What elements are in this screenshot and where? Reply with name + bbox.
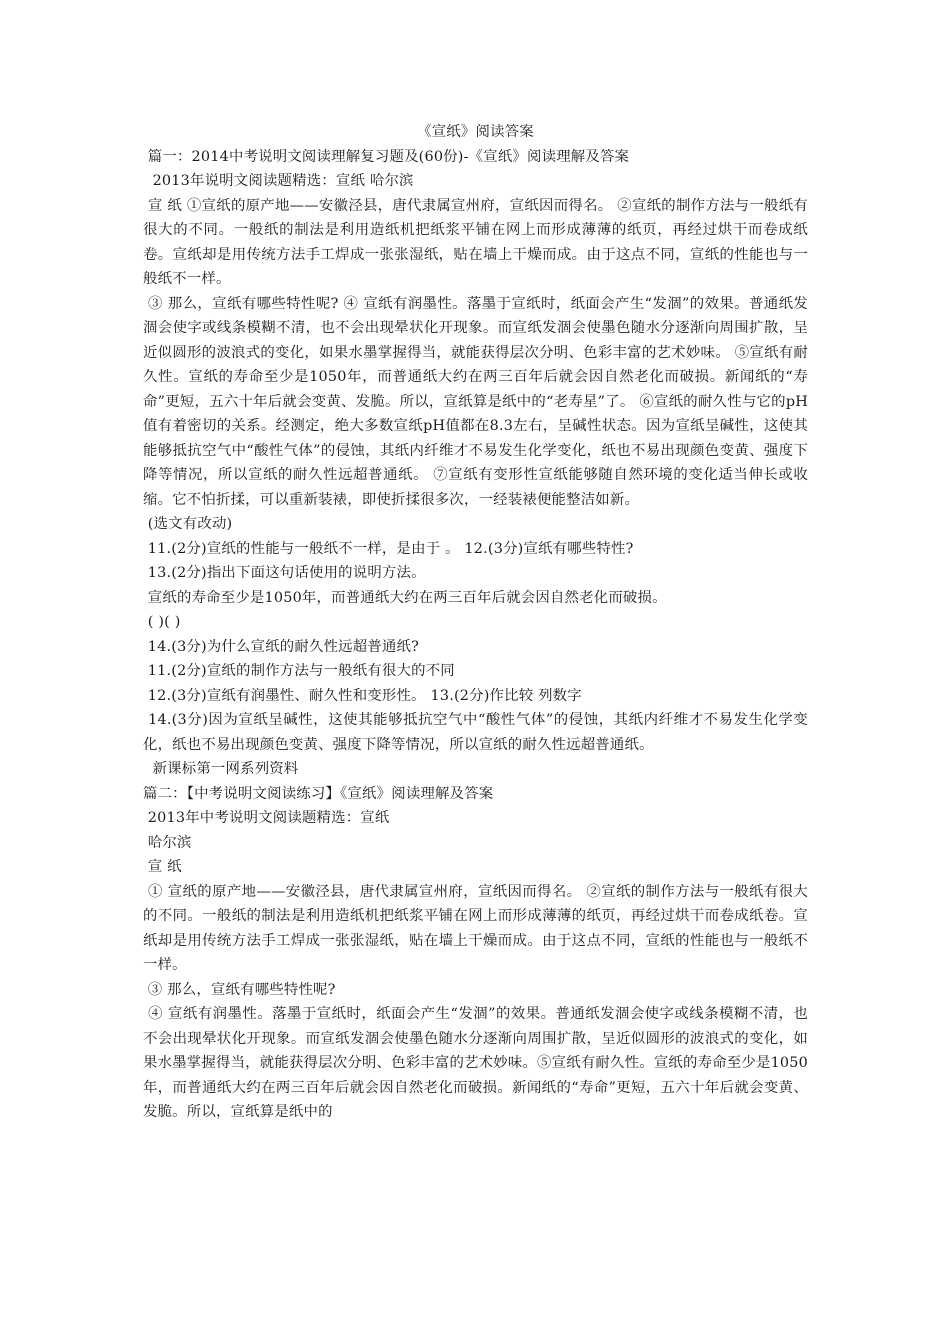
paragraph-17: 哈尔滨 <box>143 834 192 851</box>
paragraph-14: 新课标第一网系列资料 <box>143 761 299 777</box>
document-page <box>143 120 808 1125</box>
paragraph-11: 11.(2分)宣纸的制作方法与一般纸有很大的不同 <box>143 663 455 679</box>
paragraph-5: (选文有改动) <box>143 516 233 532</box>
paragraph-12: 12.(3分)宣纸有润墨性、耐久性和变形性。 13.(2分)作比较 列数字 <box>143 687 582 704</box>
paragraph-7: 13.(2分)指出下面这句话使用的说明方法。 <box>143 565 426 581</box>
paragraph-3: 宣 纸 ①宣纸的原产地——安徽泾县，唐代隶属宣州府，宣纸因而得名。 ②宣纸的制作方法与一般纸有很大的不同。一般纸的制法是利用造纸机把纸浆平铺在网上而形成薄薄的纸页，再经过烘干而卷成纸卷。宣纸却是用传统方法手工焊成一张张湿纸，贴在墙上干燥而成。由于这点不同，宣纸的性能也与一般纸不一样。 <box>143 197 808 287</box>
paragraph-9: ( )( ) <box>143 614 181 630</box>
paragraph-6: 11.(2分)宣纸的性能与一般纸不一样，是由于 。 12.(3分)宣纸有哪些特性? <box>143 540 634 557</box>
paragraph-1: 篇一：2014中考说明文阅读理解复习题及(60份)-《宣纸》阅读理解及答案 <box>143 148 630 165</box>
paragraph-13: 14.(3分)因为宣纸呈碱性，这使其能够抵抗空气中“酸性气体”的侵蚀，其纸内纤维才不易发生化学变化，纸也不易出现颜色变黄、强度下降等情况，所以宣纸的耐久性远超普通纸。 <box>143 712 808 753</box>
paragraph-20: ③ 那么，宣纸有哪些特性呢? <box>143 981 336 998</box>
document-title: 《宣纸》阅读答案 <box>417 124 534 140</box>
paragraph-21: ④ 宣纸有润墨性。落墨于宣纸时，纸面会产生“发涸”的效果。普通纸发涸会使字或线条模糊不清，也不会出现晕状化开现象。而宣纸发涸会使墨色随水分逐渐向周围扩散，呈近似圆形的波浪式的变化，如果水墨掌握得当，就能获得层次分明、色彩丰富的艺术妙味。⑤宣纸有耐久性。宣纸的寿命至少是1050年，而普通纸大约在两三百年后就会因自然老化而破损。新闻纸的“寿命”更短，五六十年后就会变黄、发脆。所以，宣纸算是纸中的 <box>143 1006 808 1120</box>
paragraph-10: 14.(3分)为什么宣纸的耐久性远超普通纸? <box>143 638 420 655</box>
paragraph-4: ③ 那么，宣纸有哪些特性呢? ④ 宣纸有润墨性。落墨于宣纸时，纸面会产生“发涸”的效果。普通纸发涸会使字或线条模糊不清，也不会出现晕状化开现象。而宣纸发涸会使墨色随水分逐渐向周围扩散，呈近似圆形的波浪式的变化，如果水墨掌握得当，就能获得层次分明、色彩丰富的艺术妙味。 ⑤宣纸有耐久性。宣纸的寿命至少是1050年，而普通纸大约在两三百年后就会因自然老化而破损。新闻纸的“寿命”更短，五六十年后就会变黄、发脆。所以，宣纸算是纸中的“老寿星”了。 ⑥宣纸的耐久性与它的pH值有着密切的关系。经测定，绝大多数宣纸pH值都在8.3左右，呈碱性状态。因为宣纸呈碱性，这使其能够抵抗空气中“酸性气体”的侵蚀，其纸内纤维才不易发生化学变化，纸也不易出现颜色变黄、强度下降等情况，所以宣纸的耐久性远超普通纸。 ⑦宣纸有变形性宣纸能够随自然环境的变化适当伸长或收缩。它不怕折揉，可以重新装裱，即使折揉很多次，一经装裱便能整洁如新。 <box>143 295 808 508</box>
paragraph-19: ① 宣纸的原产地——安徽泾县，唐代隶属宣州府，宣纸因而得名。 ②宣纸的制作方法与一般纸有很大的不同。一般纸的制法是利用造纸机把纸浆平铺在网上而形成薄薄的纸页，再经过烘干而卷成纸卷。宣纸却是用传统方法手工焊成一张张湿纸，贴在墙上干燥而成。由于这点不同，宣纸的性能也与一般纸不一样。 <box>143 883 808 973</box>
paragraph-16: 2013年中考说明文阅读题精选：宣纸 <box>143 810 390 826</box>
document-body <box>143 145 808 1125</box>
paragraph-8: 宣纸的寿命至少是1050年，而普通纸大约在两三百年后就会因自然老化而破损。 <box>143 589 667 606</box>
paragraph-2: 2013年说明文阅读题精选：宣纸 哈尔滨 <box>143 173 414 189</box>
paragraph-18: 宣 纸 <box>143 859 182 875</box>
paragraph-15: 篇二：【中考说明文阅读练习】《宣纸》阅读理解及答案 <box>143 785 494 802</box>
